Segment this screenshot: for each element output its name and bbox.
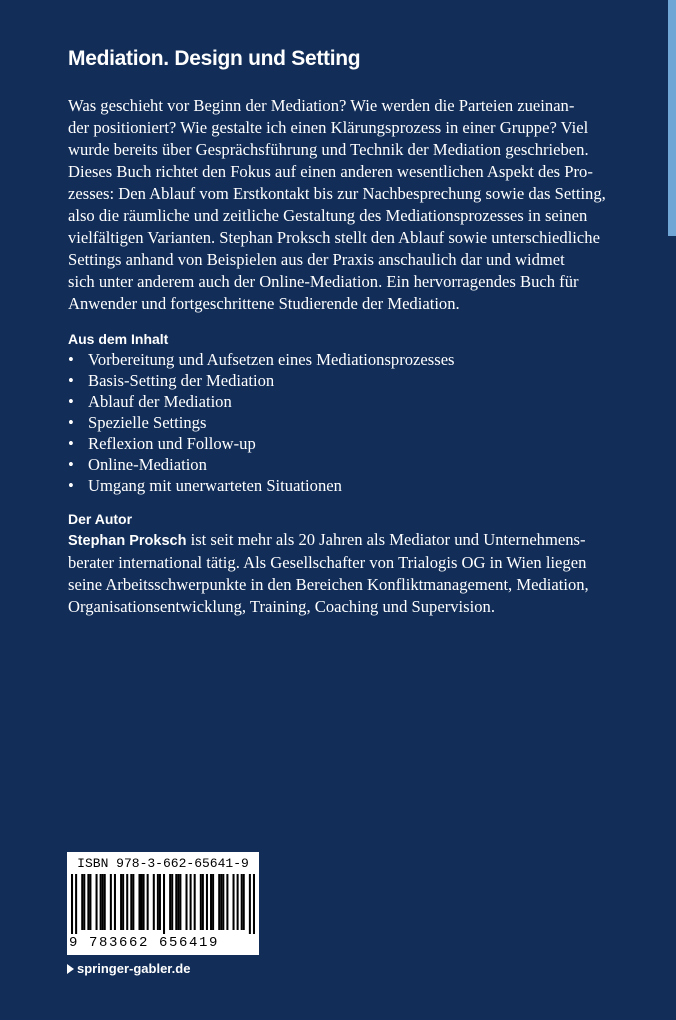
accent-stripe <box>668 0 676 236</box>
blurb-line: zesses: Den Ablauf vom Erstkontakt bis zur Nachbesprechung sowie das Setting, <box>68 184 606 203</box>
list-item-label: Umgang mit unerwarteten Situationen <box>88 476 342 495</box>
contents-list <box>68 349 455 496</box>
bullet: • <box>68 392 74 411</box>
author-name: Stephan Proksch <box>68 533 187 549</box>
list-item-label: Basis-Setting der Mediation <box>88 371 275 390</box>
list-item <box>68 475 455 496</box>
blurb-line: also die räumliche und zeitliche Gestaltung des Mediationsprozesses in seinen <box>68 206 588 225</box>
blurb-line: Settings anhand von Beispielen aus der Praxis anschaulich dar und widmet <box>68 250 565 269</box>
author-bio-line: berater international tätig. Als Gesellschafter von Trialogis OG in Wien liegen <box>68 553 587 572</box>
list-item-label: Online-Mediation <box>88 455 207 474</box>
list-item-label: Spezielle Settings <box>88 413 207 432</box>
arrow-right-icon <box>67 964 74 974</box>
barcode-digits: 9 783662 656419 <box>69 935 220 951</box>
blurb-line: Dieses Buch richtet den Fokus auf einen anderen wesentlichen Aspekt des Pro- <box>68 162 593 181</box>
publisher-link[interactable] <box>67 961 190 976</box>
book-blurb <box>68 95 628 315</box>
bullet: • <box>68 350 74 369</box>
contents-heading: Aus dem Inhalt <box>68 331 169 347</box>
barcode-icon <box>71 874 255 934</box>
list-item <box>68 412 455 433</box>
author-bio <box>68 529 628 618</box>
list-item-label: Reflexion und Follow-up <box>88 434 256 453</box>
publisher-url: springer-gabler.de <box>77 961 191 976</box>
blurb-line: Was geschieht vor Beginn der Mediation? Wie werden die Parteien zueinan- <box>68 96 575 115</box>
author-bio-line: Organisationsentwicklung, Training, Coaching und Supervision. <box>68 597 495 616</box>
list-item <box>68 349 455 370</box>
list-item-label: Ablauf der Mediation <box>88 392 232 411</box>
blurb-line: sich unter anderem auch der Online-Mediation. Ein hervorragendes Buch für <box>68 272 579 291</box>
list-item <box>68 370 455 391</box>
author-bio-text: ist seit mehr als 20 Jahren als Mediator und Unternehmens- <box>186 530 586 549</box>
bullet: • <box>68 371 74 390</box>
blurb-line: Anwender und fortgeschrittene Studierende der Mediation. <box>68 294 460 313</box>
list-item <box>68 391 455 412</box>
blurb-line: der positioniert? Wie gestalte ich einen Klärungsprozess in einer Gruppe? Viel <box>68 118 589 137</box>
list-item-label: Vorbereitung und Aufsetzen eines Mediationsprozesses <box>88 350 455 369</box>
blurb-line: wurde bereits über Gesprächsführung und Technik der Mediation geschrieben. <box>68 140 589 159</box>
author-heading: Der Autor <box>68 511 133 527</box>
author-bio-line: seine Arbeitsschwerpunkte in den Bereichen Konfliktmanagement, Mediation, <box>68 575 589 594</box>
bullet: • <box>68 413 74 432</box>
bullet: • <box>68 455 74 474</box>
author-bio-line <box>68 529 628 552</box>
book-title: Mediation. Design und Setting <box>68 47 361 70</box>
blurb-line: vielfältigen Varianten. Stephan Proksch stellt den Ablauf sowie unterschiedliche <box>68 228 600 247</box>
bullet: • <box>68 434 74 453</box>
isbn-label: ISBN 978-3-662-65641-9 <box>77 856 249 871</box>
list-item <box>68 454 455 475</box>
list-item <box>68 433 455 454</box>
bullet: • <box>68 476 74 495</box>
isbn-barcode <box>67 852 259 955</box>
